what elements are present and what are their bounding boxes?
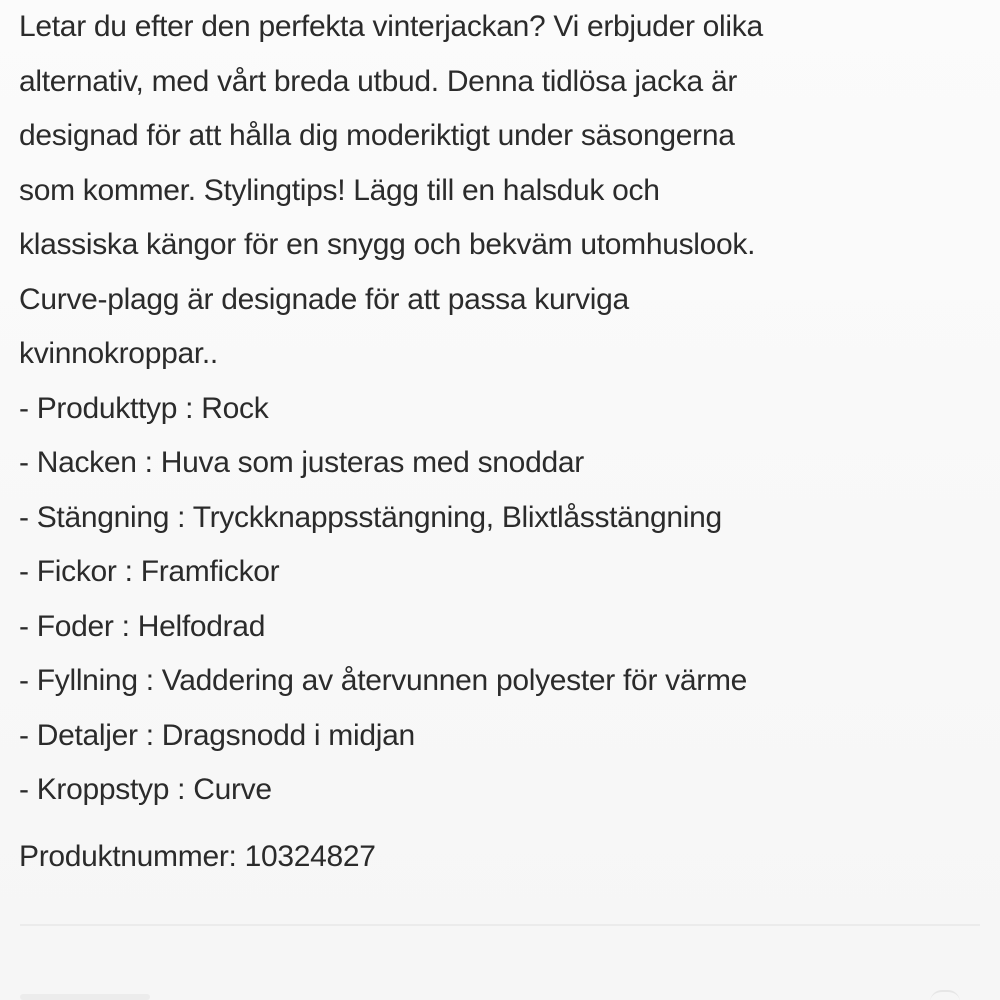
spec-item-neck: - Nacken : Huva som justeras med snoddar: [19, 446, 584, 479]
description-line: alternativ, med vårt breda utbud. Denna tidlösa jacka är: [19, 64, 738, 98]
description-line: som kommer. Stylingtips! Lägg till en halsduk och: [19, 173, 660, 207]
description-line: Curve-plagg är designade för att passa kurviga: [19, 282, 629, 316]
description-paragraph: [19, 0, 979, 382]
spec-item-body-type: - Kroppstyp : Curve: [19, 773, 272, 806]
product-number: Produktnummer: 10324827: [19, 840, 376, 873]
next-section-row[interactable]: [20, 990, 980, 1000]
description-line: klassiska kängor för en snygg och bekväm utomhuslook.: [19, 228, 756, 261]
spec-list: [19, 382, 979, 818]
spec-item-product-type: - Produkttyp : Rock: [19, 391, 269, 425]
next-section-label-placeholder: [20, 994, 150, 1000]
section-divider: [20, 924, 980, 926]
description-line: kvinnokroppar..: [19, 337, 218, 370]
product-description: [19, 0, 979, 818]
spec-item-lining: - Foder : Helfodrad: [19, 609, 266, 643]
spec-item-filling: - Fyllning : Vaddering av återvunnen polyester för värme: [19, 664, 748, 697]
chevron-icon: [930, 990, 960, 1000]
description-line: Letar du efter den perfekta vinterjackan? Vi erbjuder olika: [19, 10, 763, 43]
description-line: designad för att hålla dig moderiktigt under säsongerna: [19, 119, 735, 152]
spec-item-details: - Detaljer : Dragsnodd i midjan: [19, 718, 415, 752]
spec-item-pockets: - Fickor : Framfickor: [19, 555, 280, 588]
spec-item-closure: - Stängning : Tryckknappsstängning, Blixtlåsstängning: [19, 500, 722, 534]
